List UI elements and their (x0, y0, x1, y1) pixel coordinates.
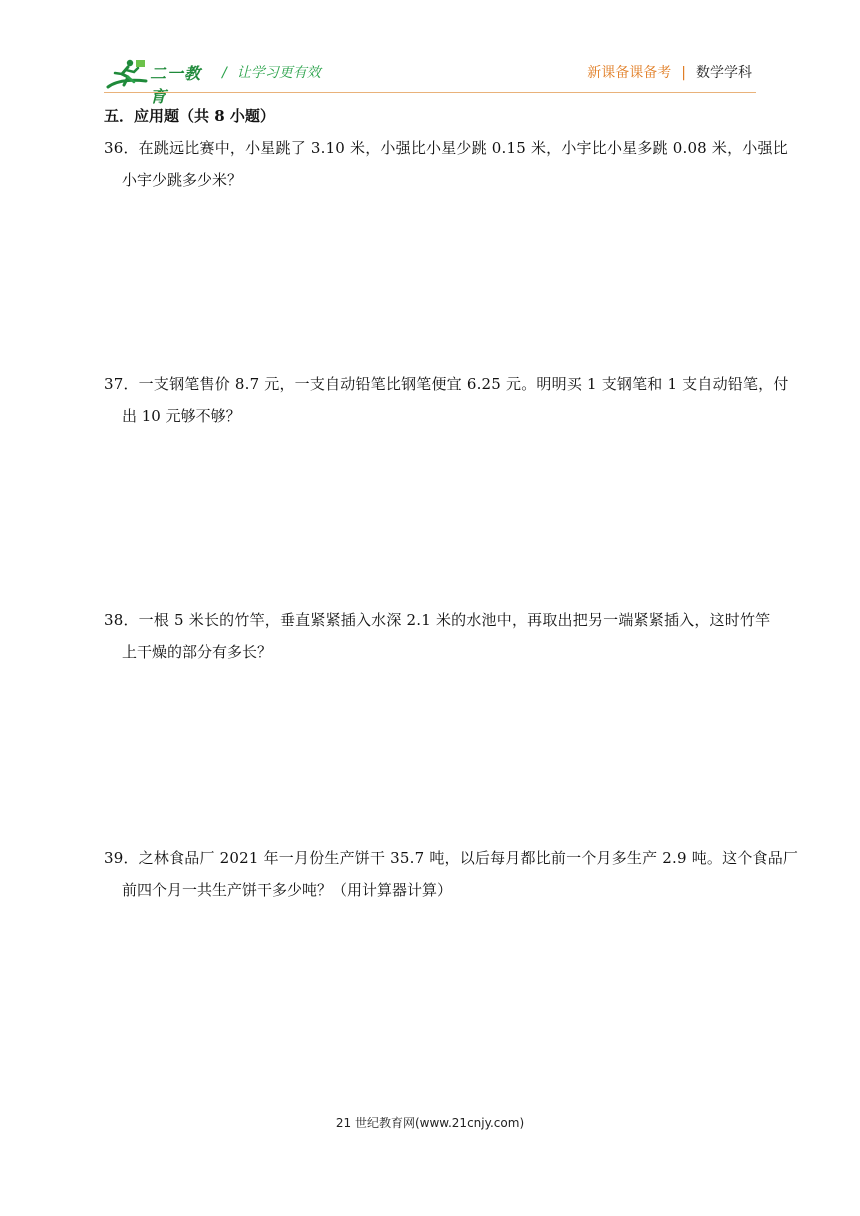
question-line: 上干燥的部分有多长？ (122, 643, 273, 661)
question-36 (104, 132, 788, 196)
slogan (222, 62, 321, 82)
logo-text: 二一教育 (150, 64, 202, 106)
header-right (587, 62, 752, 82)
page-header (0, 0, 860, 106)
question-line: 小宇少跳多少米？ (122, 171, 243, 189)
question-line: 前四个月一共生产饼干多少吨？（用计算器计算） (122, 881, 453, 899)
question-line: 37．一支钢笔售价 8.7 元，一支自动铅笔比钢笔便宜 6.25 元。明明买 1 支钢笔和 1 支自动铅笔，付 (104, 375, 789, 393)
question-37 (104, 368, 789, 432)
question-line: 36．在跳远比赛中，小星跳了 3.10 米，小强比小星少跳 0.15 米，小宇比小星多跳 0.08 米，小强比 (104, 139, 788, 157)
section-title: 五．应用题（共 8 小题） (104, 107, 275, 125)
question-line: 39．之林食品厂 2021 年一月份生产饼干 35.7 吨，以后每月都比前一个月多生产 2.9 吨。这个食品厂 (104, 849, 799, 867)
header-separator: | (681, 65, 686, 81)
header-course-label: 新课备课备考 (587, 65, 672, 81)
slogan-text: 让学习更有效 (236, 65, 321, 81)
page-footer[interactable]: 21 世纪教育网(www.21cnjy.com) (335, 1116, 525, 1130)
question-line: 38．一根 5 米长的竹竿，垂直紧紧插入水深 2.1 米的水池中，再取出把另一端紧紧插入，这时竹竿 (104, 611, 771, 629)
header-subject-label: 数学学科 (696, 65, 752, 81)
logo (106, 57, 216, 106)
question-line: 出 10 元够不够？ (122, 407, 241, 425)
question-39 (104, 842, 799, 906)
header-divider (104, 92, 756, 93)
runner-logo-icon (106, 57, 150, 91)
slogan-slash: / (222, 65, 227, 81)
question-38 (104, 604, 771, 668)
